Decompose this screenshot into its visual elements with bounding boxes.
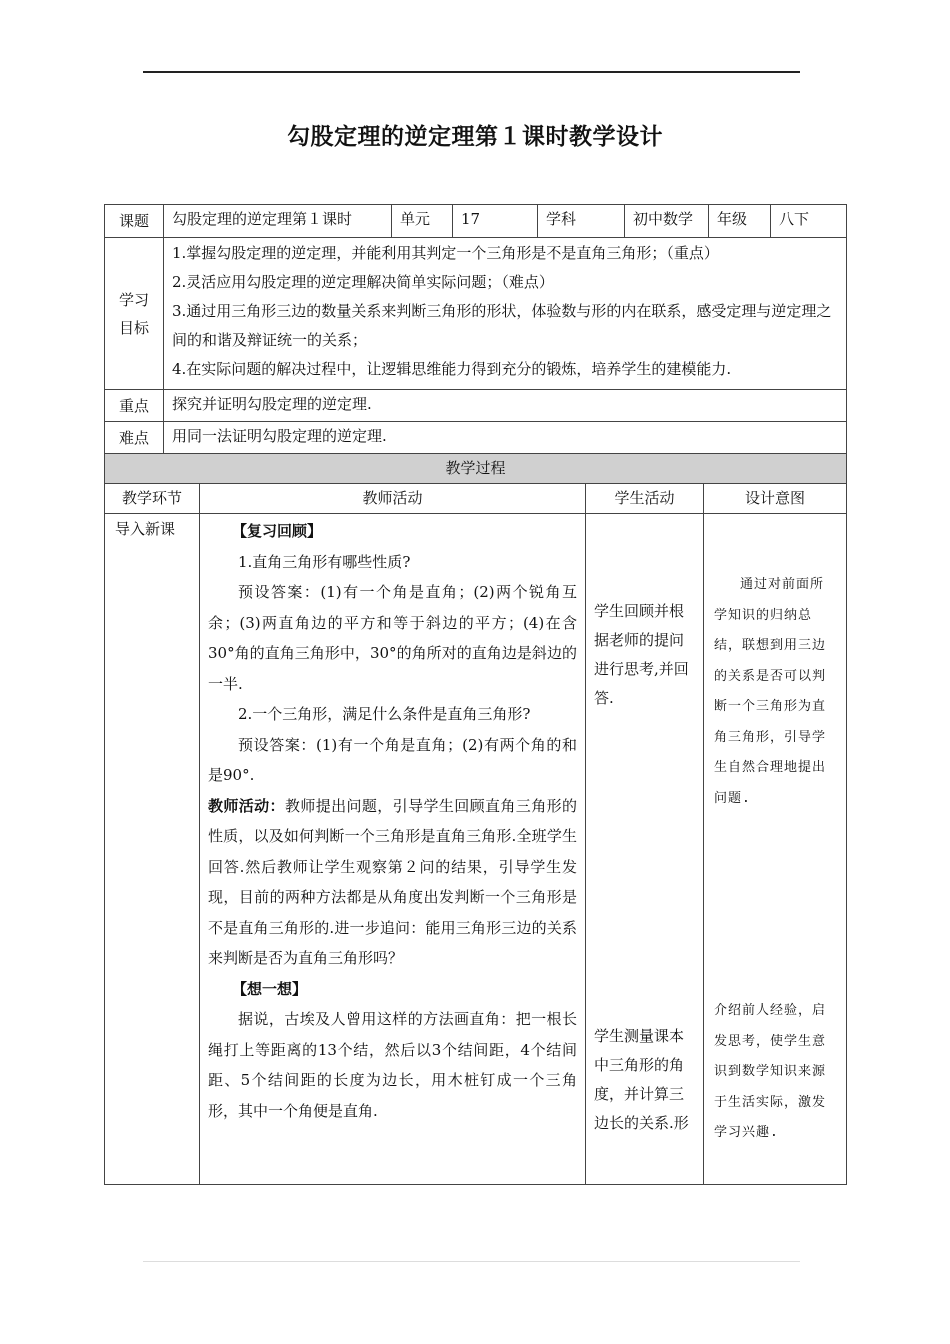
key-point-label: 重点 [105,390,164,422]
topic-label: 课题 [105,205,164,238]
design-intent-1: 通过对前面所学知识的归纳总结，联想到用三边的关系是否可以判断一个三角形为直角三角形，引导学生自然合理地提出问题. [714,577,827,806]
subject-value: 初中数学 [625,205,709,238]
header-design: 设计意图 [704,484,847,514]
goals-label-line1: 学习 [118,290,149,309]
difficulty-label: 难点 [105,422,164,454]
goals-label [105,238,164,390]
answer-1: 预设答案：(1)有一个角是直角；(2)两个锐角互余；(3)两直角边的平方和等于斜边的平方；(4)在含30°角的直角三角形中，30°的角所对的直角边是斜边的一半. [208,583,577,693]
header-rule [143,71,800,73]
design-intent-cell [704,514,847,1185]
design-intent-2: 介绍前人经验，启发思考，使学生意识到数学知识来源于生活实际，激发学习兴趣. [714,1003,827,1140]
subject-label: 学科 [538,205,625,238]
goal-item: 2.灵活应用勾股定理的逆定理解决简单实际问题；（难点） [172,273,554,291]
teacher-activity-paragraph [208,791,577,974]
goal-item: 3.通过用三角形三边的数量关系来判断三角形的形状，体验数与形的内在联系，感受定理与逆定理之间的和谐及辩证统一的关系； [172,302,832,349]
goals-label-line2: 目标 [118,318,149,337]
goals-list [164,238,847,390]
teacher-activity-label: 教师活动： [208,796,285,815]
review-heading: 【复习回顾】 [232,522,323,540]
goal-item: 1.掌握勾股定理的逆定理，并能利用其判定一个三角形是不是直角三角形；（重点） [172,244,719,262]
teacher-activity-cell [200,514,586,1185]
page-title: 勾股定理的逆定理第１课时教学设计 [287,123,663,150]
grade-label: 年级 [709,205,771,238]
student-activity-1: 学生回顾并根据老师的提问进行思考,并回答. [594,602,689,707]
header-teacher: 教师活动 [200,484,586,514]
goal-item: 4.在实际问题的解决过程中，让逻辑思维能力得到充分的锻炼，培养学生的建模能力. [172,360,732,378]
teacher-activity-text: 教师提出问题，引导学生回顾直角三角形的性质，以及如何判断一个三角形是直角三角形.全班学生回答.然后教师让学生观察第２问的结果，引导学生发现，目前的两种方法都是从角度出发判断一个三角形是不是直角三角形的.进一步追问：能用三角形三边的关系来判断是否为直角三角形吗？ [208,796,577,967]
unit-value: 17 [453,205,538,238]
key-point-value: 探究并证明勾股定理的逆定理. [164,390,847,422]
footer-rule [143,1261,800,1262]
process-title: 教学过程 [105,454,847,484]
header-stage: 教学环节 [105,484,200,514]
difficulty-value: 用同一法证明勾股定理的逆定理. [164,422,847,454]
header-student: 学生活动 [586,484,704,514]
lesson-info-table [104,204,847,454]
student-activity-cell [586,514,704,1185]
topic-value: 勾股定理的逆定理第１课时 [164,205,392,238]
grade-value: 八下 [771,205,847,238]
unit-label: 单元 [392,205,453,238]
answer-2: 预设答案：(1)有一个角是直角；(2)有两个角的和是90°. [208,735,577,784]
teaching-process-table [104,453,847,1185]
stage-cell: 导入新课 [105,514,200,1185]
question-1: 1.直角三角形有哪些性质? [238,552,411,571]
question-2: 2.一个三角形，满足什么条件是直角三角形? [238,705,531,723]
student-activity-2: 学生测量课本中三角形的角度，并计算三边长的关系.形 [594,1027,689,1132]
think-heading: 【想一想】 [232,979,308,998]
think-text: 据说，古埃及人曾用这样的方法画直角：把一根长绳打上等距离的13个结，然后以3个结间距，4个结间距、5个结间距的长度为边长，用木桩钉成一个三角形，其中一个角便是直角. [208,1010,577,1120]
